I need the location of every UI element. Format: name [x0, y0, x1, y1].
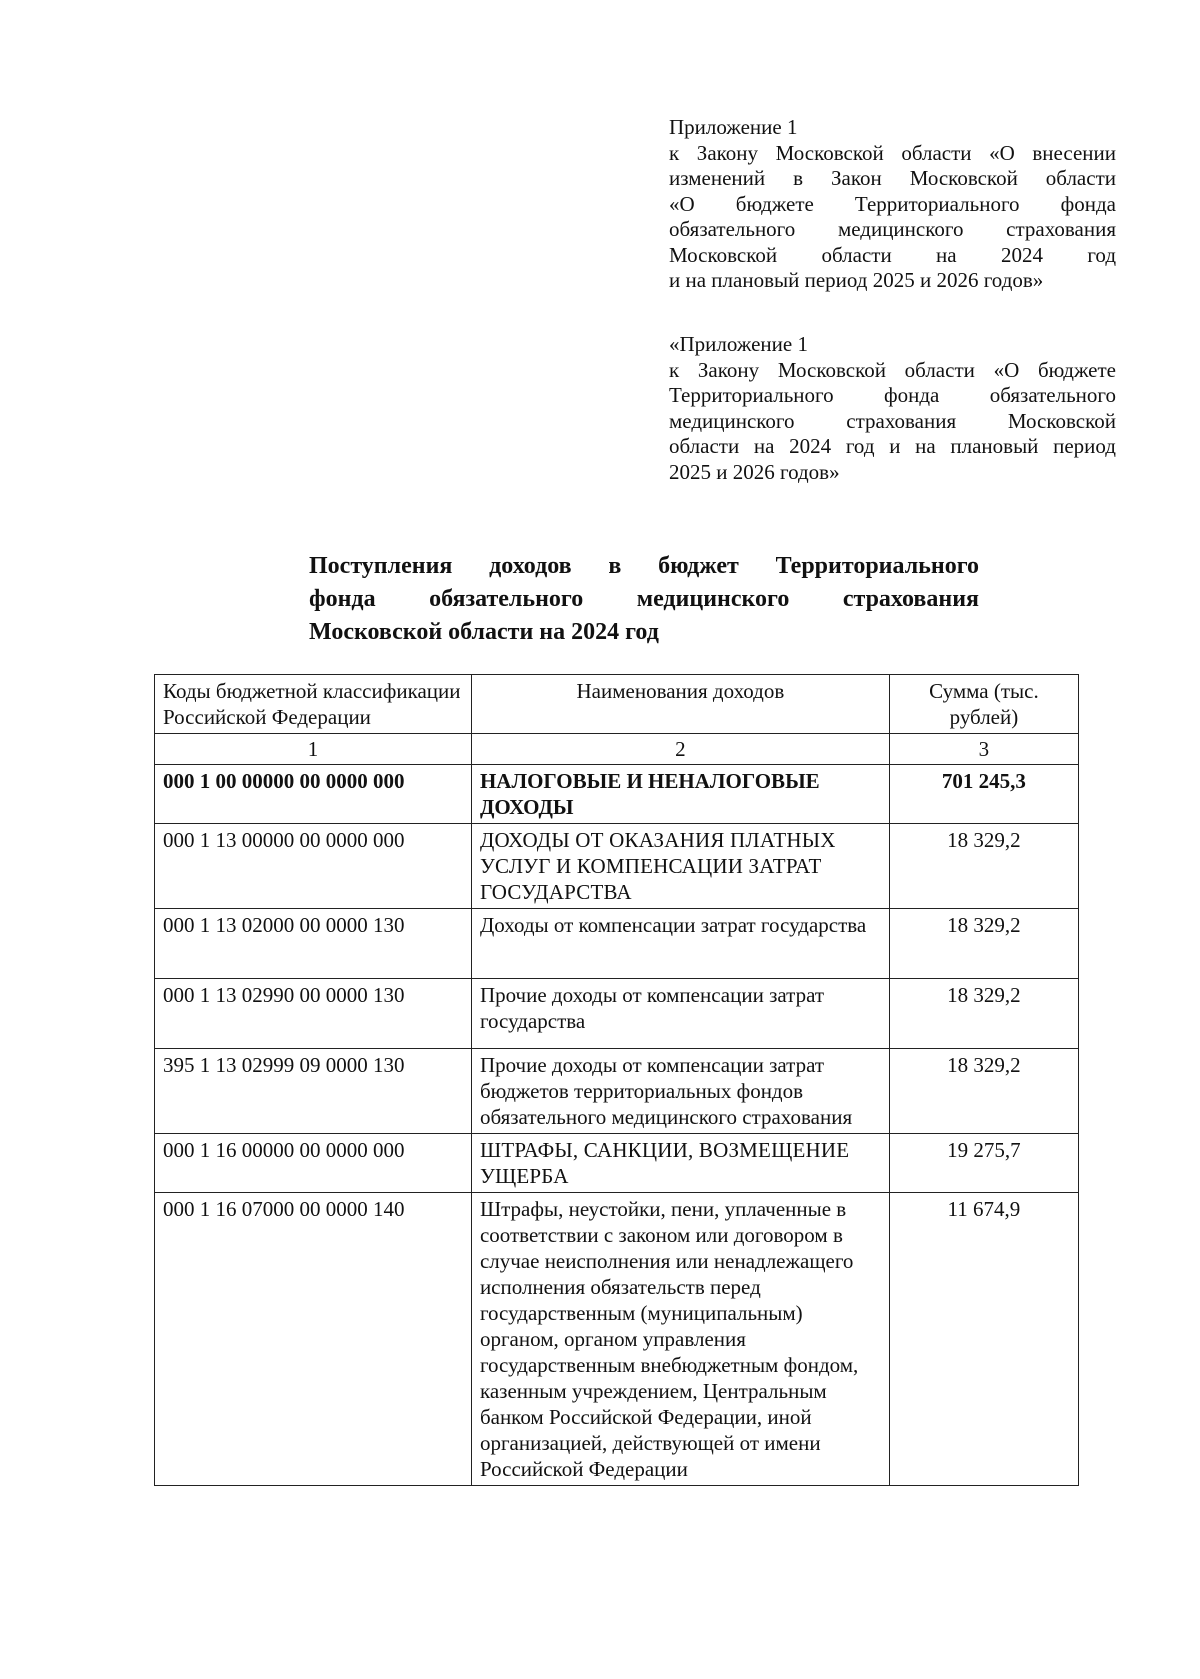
annex-line: «Приложение 1	[669, 332, 808, 356]
row-code: 395 1 13 02999 09 0000 130	[155, 1049, 472, 1134]
row-sum: 19 275,7	[889, 1134, 1078, 1193]
row-name: Прочие доходы от компенсации затрат бюджетов территориальных фондов обязательного медицинского страхования	[471, 1049, 889, 1134]
annex-line: к Закону Московской области «О внесении	[669, 140, 1116, 165]
row-sum: 701 245,3	[889, 765, 1078, 824]
title-line: Московской области на 2024 год	[309, 619, 659, 645]
annex-1-header	[669, 115, 1116, 294]
table-header-row	[155, 675, 1079, 734]
table-row	[155, 909, 1079, 979]
row-name: НАЛОГОВЫЕ И НЕНАЛОГОВЫЕ ДОХОДЫ	[471, 765, 889, 824]
row-sum: 18 329,2	[889, 909, 1078, 979]
row-name: Доходы от компенсации затрат государства	[471, 909, 889, 979]
row-name: Штрафы, неустойки, пени, уплаченные в соответствии с законом или договором в случае неисполнения или ненадлежащего исполнения обязательств перед государственным (муниципальным) органом, органом управления государственным внебюджетным фондом, казенным учреждением, Центральным банком Российской Федерации, иной организацией, действующей от имени Российской Федерации	[471, 1193, 889, 1486]
annex-line: 2025 и 2026 годов»	[669, 459, 840, 484]
row-sum: 18 329,2	[889, 1049, 1078, 1134]
annex-line: медицинского страхования Московской	[669, 408, 1116, 433]
annex-line: области на 2024 год и на плановый период	[669, 434, 1116, 458]
title-line: фонда обязательного медицинского страхования	[309, 586, 979, 612]
row-sum: 11 674,9	[889, 1193, 1078, 1486]
table-row	[155, 824, 1079, 909]
row-name: Прочие доходы от компенсации затрат государства	[471, 979, 889, 1049]
annex-line: и на плановый период 2025 и 2026 годов»	[669, 268, 1044, 292]
annex-line: Территориального фонда обязательного	[669, 383, 1116, 407]
row-name: ДОХОДЫ ОТ ОКАЗАНИЯ ПЛАТНЫХ УСЛУГ И КОМПЕНСАЦИИ ЗАТРАТ ГОСУДАРСТВА	[471, 824, 889, 909]
annex-2-header	[669, 332, 1116, 485]
column-number: 3	[889, 734, 1078, 765]
row-code: 000 1 13 02000 00 0000 130	[155, 909, 472, 979]
column-number: 1	[155, 734, 472, 765]
header-sum: Сумма (тыс. рублей)	[889, 675, 1078, 734]
row-sum: 18 329,2	[889, 979, 1078, 1049]
row-sum: 18 329,2	[889, 824, 1078, 909]
header-names: Наименования доходов	[471, 675, 889, 734]
header-codes: Коды бюджетной классификации Российской Федерации	[155, 675, 472, 734]
row-code: 000 1 13 02990 00 0000 130	[155, 979, 472, 1049]
annex-line: Московской области на 2024 год	[669, 242, 1116, 267]
row-code: 000 1 13 00000 00 0000 000	[155, 824, 472, 909]
table-row	[155, 765, 1079, 824]
row-name: ШТРАФЫ, САНКЦИИ, ВОЗМЕЩЕНИЕ УЩЕРБА	[471, 1134, 889, 1193]
annex-line: изменений в Закон Московской области	[669, 166, 1116, 190]
document-title	[309, 550, 979, 649]
annex-line: к Закону Московской области «О бюджете	[669, 357, 1116, 382]
annex-line: «О бюджете Территориального фонда	[669, 191, 1116, 216]
income-table	[154, 674, 1079, 1486]
column-number: 2	[471, 734, 889, 765]
row-code: 000 1 16 00000 00 0000 000	[155, 1134, 472, 1193]
row-code: 000 1 00 00000 00 0000 000	[155, 765, 472, 824]
row-code: 000 1 16 07000 00 0000 140	[155, 1193, 472, 1486]
title-line: Поступления доходов в бюджет Территориального	[309, 553, 979, 579]
table-row	[155, 1049, 1079, 1134]
table-row	[155, 979, 1079, 1049]
table-row	[155, 1134, 1079, 1193]
annex-line: Приложение 1	[669, 115, 798, 139]
annex-line: обязательного медицинского страхования	[669, 217, 1116, 241]
column-number-row	[155, 734, 1079, 765]
table-row	[155, 1193, 1079, 1486]
